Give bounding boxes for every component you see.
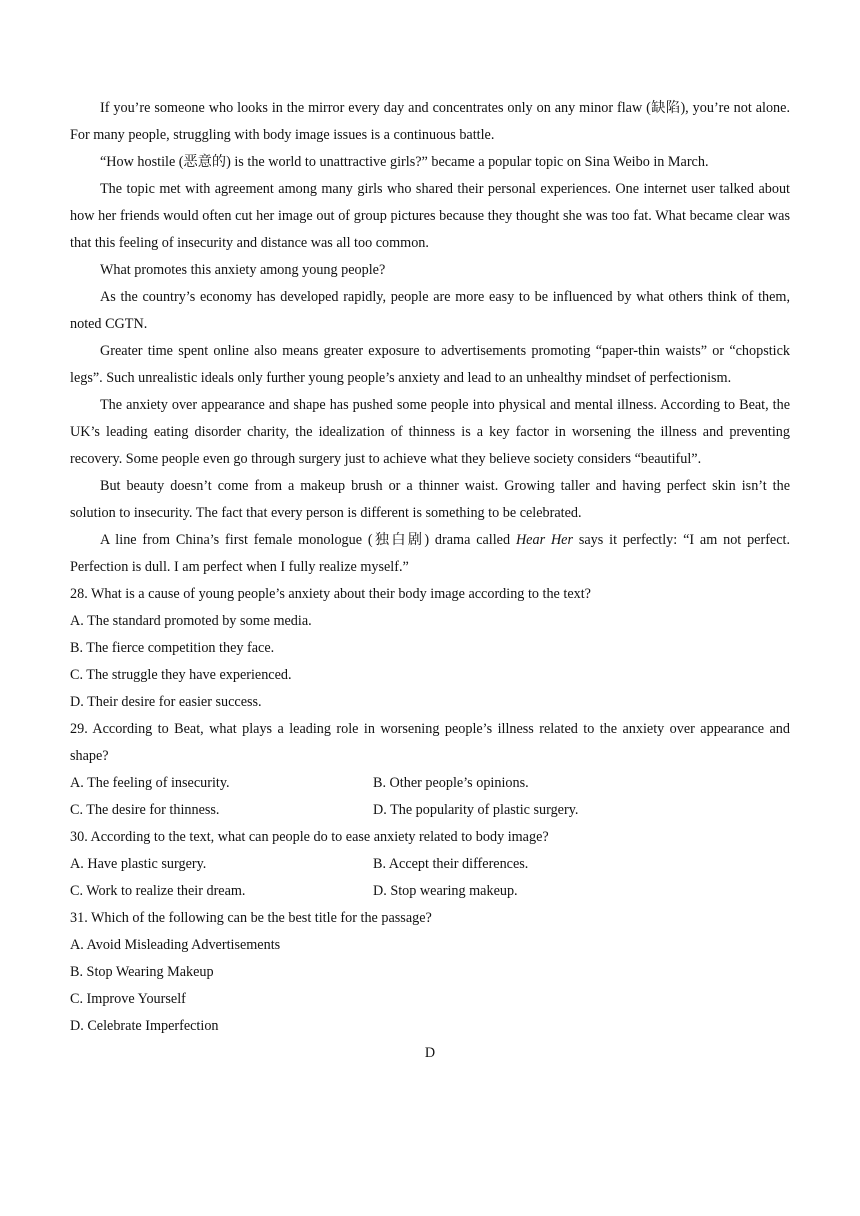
passage-paragraph-2: “How hostile (恶意的) is the world to unattractive girls?” became a popular topic on Sina Weibo in March. <box>100 154 709 170</box>
question-30-option-c: C. Work to realize their dream. <box>70 883 246 899</box>
question-30-option-a: A. Have plastic surgery. <box>70 856 207 872</box>
question-31-option-c: C. Improve Yourself <box>70 991 186 1007</box>
question-28-option-c: C. The struggle they have experienced. <box>70 667 292 683</box>
passage-paragraph-8: But beauty doesn’t come from a makeup brush or a thinner waist. Growing taller and having perfect skin isn’t the solution to insecurity. The fact that every person is different is something to be celebrated. <box>70 478 790 521</box>
passage-paragraph-1: If you’re someone who looks in the mirror every day and concentrates only on any minor flaw (缺陷), you’re not alone. For many people, struggling with body image issues is a continuous battle. <box>70 100 790 143</box>
question-28-stem: 28. What is a cause of young people’s anxiety about their body image according to the text? <box>70 586 591 602</box>
question-29-options-row-2 <box>70 797 790 824</box>
question-31 <box>70 905 790 1040</box>
paragraph-9-text-before: A line from China’s first female monologue (独白剧) drama called <box>100 532 516 548</box>
question-31-stem: 31. Which of the following can be the best title for the passage? <box>70 910 432 926</box>
question-29 <box>70 716 790 824</box>
question-29-option-b: B. Other people’s opinions. <box>373 775 529 791</box>
reading-passage <box>70 95 790 581</box>
question-28-option-d: D. Their desire for easier success. <box>70 694 262 710</box>
question-31-option-d: D. Celebrate Imperfection <box>70 1018 219 1034</box>
paragraph-9-text-after: says it perfectly: “I am not perfect. Perfection is dull. I am perfect when I fully realize myself.” <box>70 532 791 575</box>
document-page <box>70 95 790 1067</box>
question-29-option-a: A. The feeling of insecurity. <box>70 775 230 791</box>
question-31-option-a: A. Avoid Misleading Advertisements <box>70 937 281 953</box>
question-28-option-b: B. The fierce competition they face. <box>70 640 275 656</box>
question-28-option-a: A. The standard promoted by some media. <box>70 613 312 629</box>
question-28 <box>70 581 790 716</box>
question-31-option-b: B. Stop Wearing Makeup <box>70 964 214 980</box>
passage-paragraph-3: The topic met with agreement among many girls who shared their personal experiences. One internet user talked about how her friends would often cut her image out of group pictures because they thought she was too fat. What became clear was that this feeling of insecurity and distance was all too common. <box>70 181 790 251</box>
drama-title: Hear Her <box>515 532 574 548</box>
question-30-option-b: B. Accept their differences. <box>373 856 529 872</box>
question-29-options-row-1 <box>70 770 790 797</box>
passage-paragraph-6: Greater time spent online also means greater exposure to advertisements promoting “paper-thin waists” or “chopstick legs”. Such unrealistic ideals only further young people’s anxiety and lead to an unhealthy mindset of perfectionism. <box>70 343 790 386</box>
question-30-options-row-1 <box>70 851 790 878</box>
question-29-option-c: C. The desire for thinness. <box>70 802 220 818</box>
passage-paragraph-9 <box>70 527 790 581</box>
passage-paragraph-5: As the country’s economy has developed rapidly, people are more easy to be influenced by what others think of them, noted CGTN. <box>70 289 790 332</box>
question-29-stem: 29. According to Beat, what plays a leading role in worsening people’s illness related to the anxiety over appearance and shape? <box>70 721 790 764</box>
question-30-options-row-2 <box>70 878 790 905</box>
passage-paragraph-7: The anxiety over appearance and shape has pushed some people into physical and mental illness. According to Beat, the UK’s leading eating disorder charity, the idealization of thinness is a key factor in worsening the illness and preventing recovery. Some people even go through surgery just to achieve what they believe society considers “beautiful”. <box>70 397 790 467</box>
question-30-option-d: D. Stop wearing makeup. <box>373 883 518 899</box>
question-30-stem: 30. According to the text, what can people do to ease anxiety related to body image? <box>70 829 549 845</box>
question-29-option-d: D. The popularity of plastic surgery. <box>373 802 579 818</box>
next-section-label: D <box>424 1045 436 1061</box>
question-30 <box>70 824 790 905</box>
passage-paragraph-4: What promotes this anxiety among young people? <box>100 262 386 278</box>
